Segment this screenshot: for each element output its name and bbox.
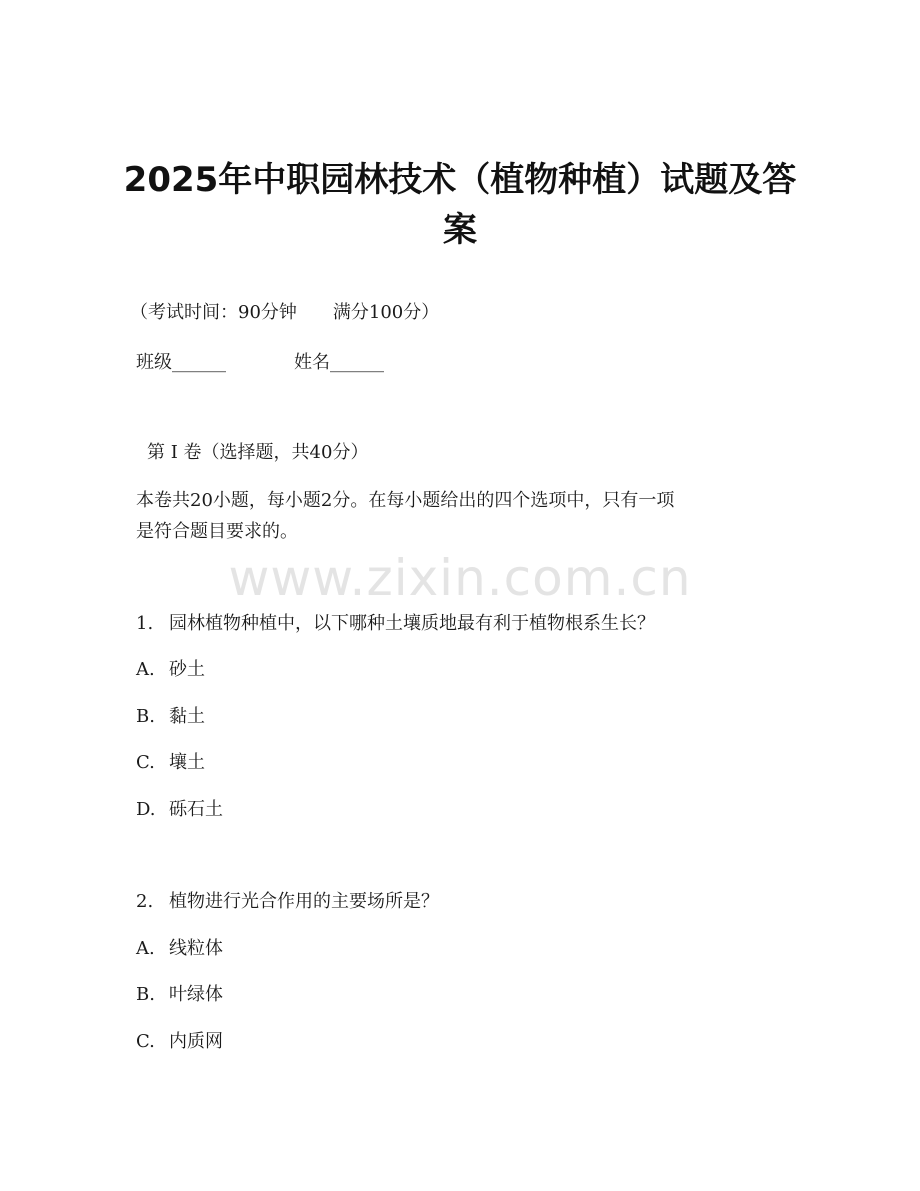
name-field-label: 姓名______ [294,352,384,373]
question-text: 植物进行光合作用的主要场所是？ [169,891,439,912]
watermark: www.zixin.com.cn [228,549,692,607]
option-text: 黏土 [169,706,205,727]
section-heading: 第 I 卷（选择题，共40分） [147,442,369,463]
class-field-label: 班级______ [136,352,226,373]
question-2-option-a [136,936,223,962]
option-text: 砂土 [169,659,205,680]
question-1-option-d [136,797,223,823]
exam-info: （考试时间：90分钟 满分100分） [130,302,440,323]
question-number: 1. [136,613,154,634]
option-letter: B. [136,706,155,727]
option-letter: A. [136,938,155,959]
option-text: 壤土 [169,752,205,773]
question-2 [136,889,439,915]
question-number: 2. [136,891,154,912]
question-1-option-c [136,750,205,776]
document-title-line-2: 案 [443,210,477,250]
question-1-option-a [136,657,205,683]
document-title-line-1: 2025年中职园林技术（植物种植）试题及答 [123,160,797,200]
section-instructions-line-1: 本卷共20小题，每小题2分。在每小题给出的四个选项中，只有一项 [136,490,675,511]
option-letter: D. [136,799,156,820]
question-1-option-b [136,704,205,730]
option-letter: C. [136,752,155,773]
option-letter: C. [136,1031,155,1052]
option-letter: A. [136,659,155,680]
option-text: 内质网 [169,1031,223,1052]
question-text: 园林植物种植中，以下哪种土壤质地最有利于植物根系生长？ [169,613,655,634]
section-instructions-line-2: 是符合题目要求的。 [136,521,298,542]
option-text: 砾石土 [169,799,223,820]
question-2-option-b [136,982,223,1008]
question-2-option-c [136,1029,223,1055]
option-letter: B. [136,984,155,1005]
option-text: 线粒体 [169,938,223,959]
question-1 [136,611,655,637]
option-text: 叶绿体 [169,984,223,1005]
